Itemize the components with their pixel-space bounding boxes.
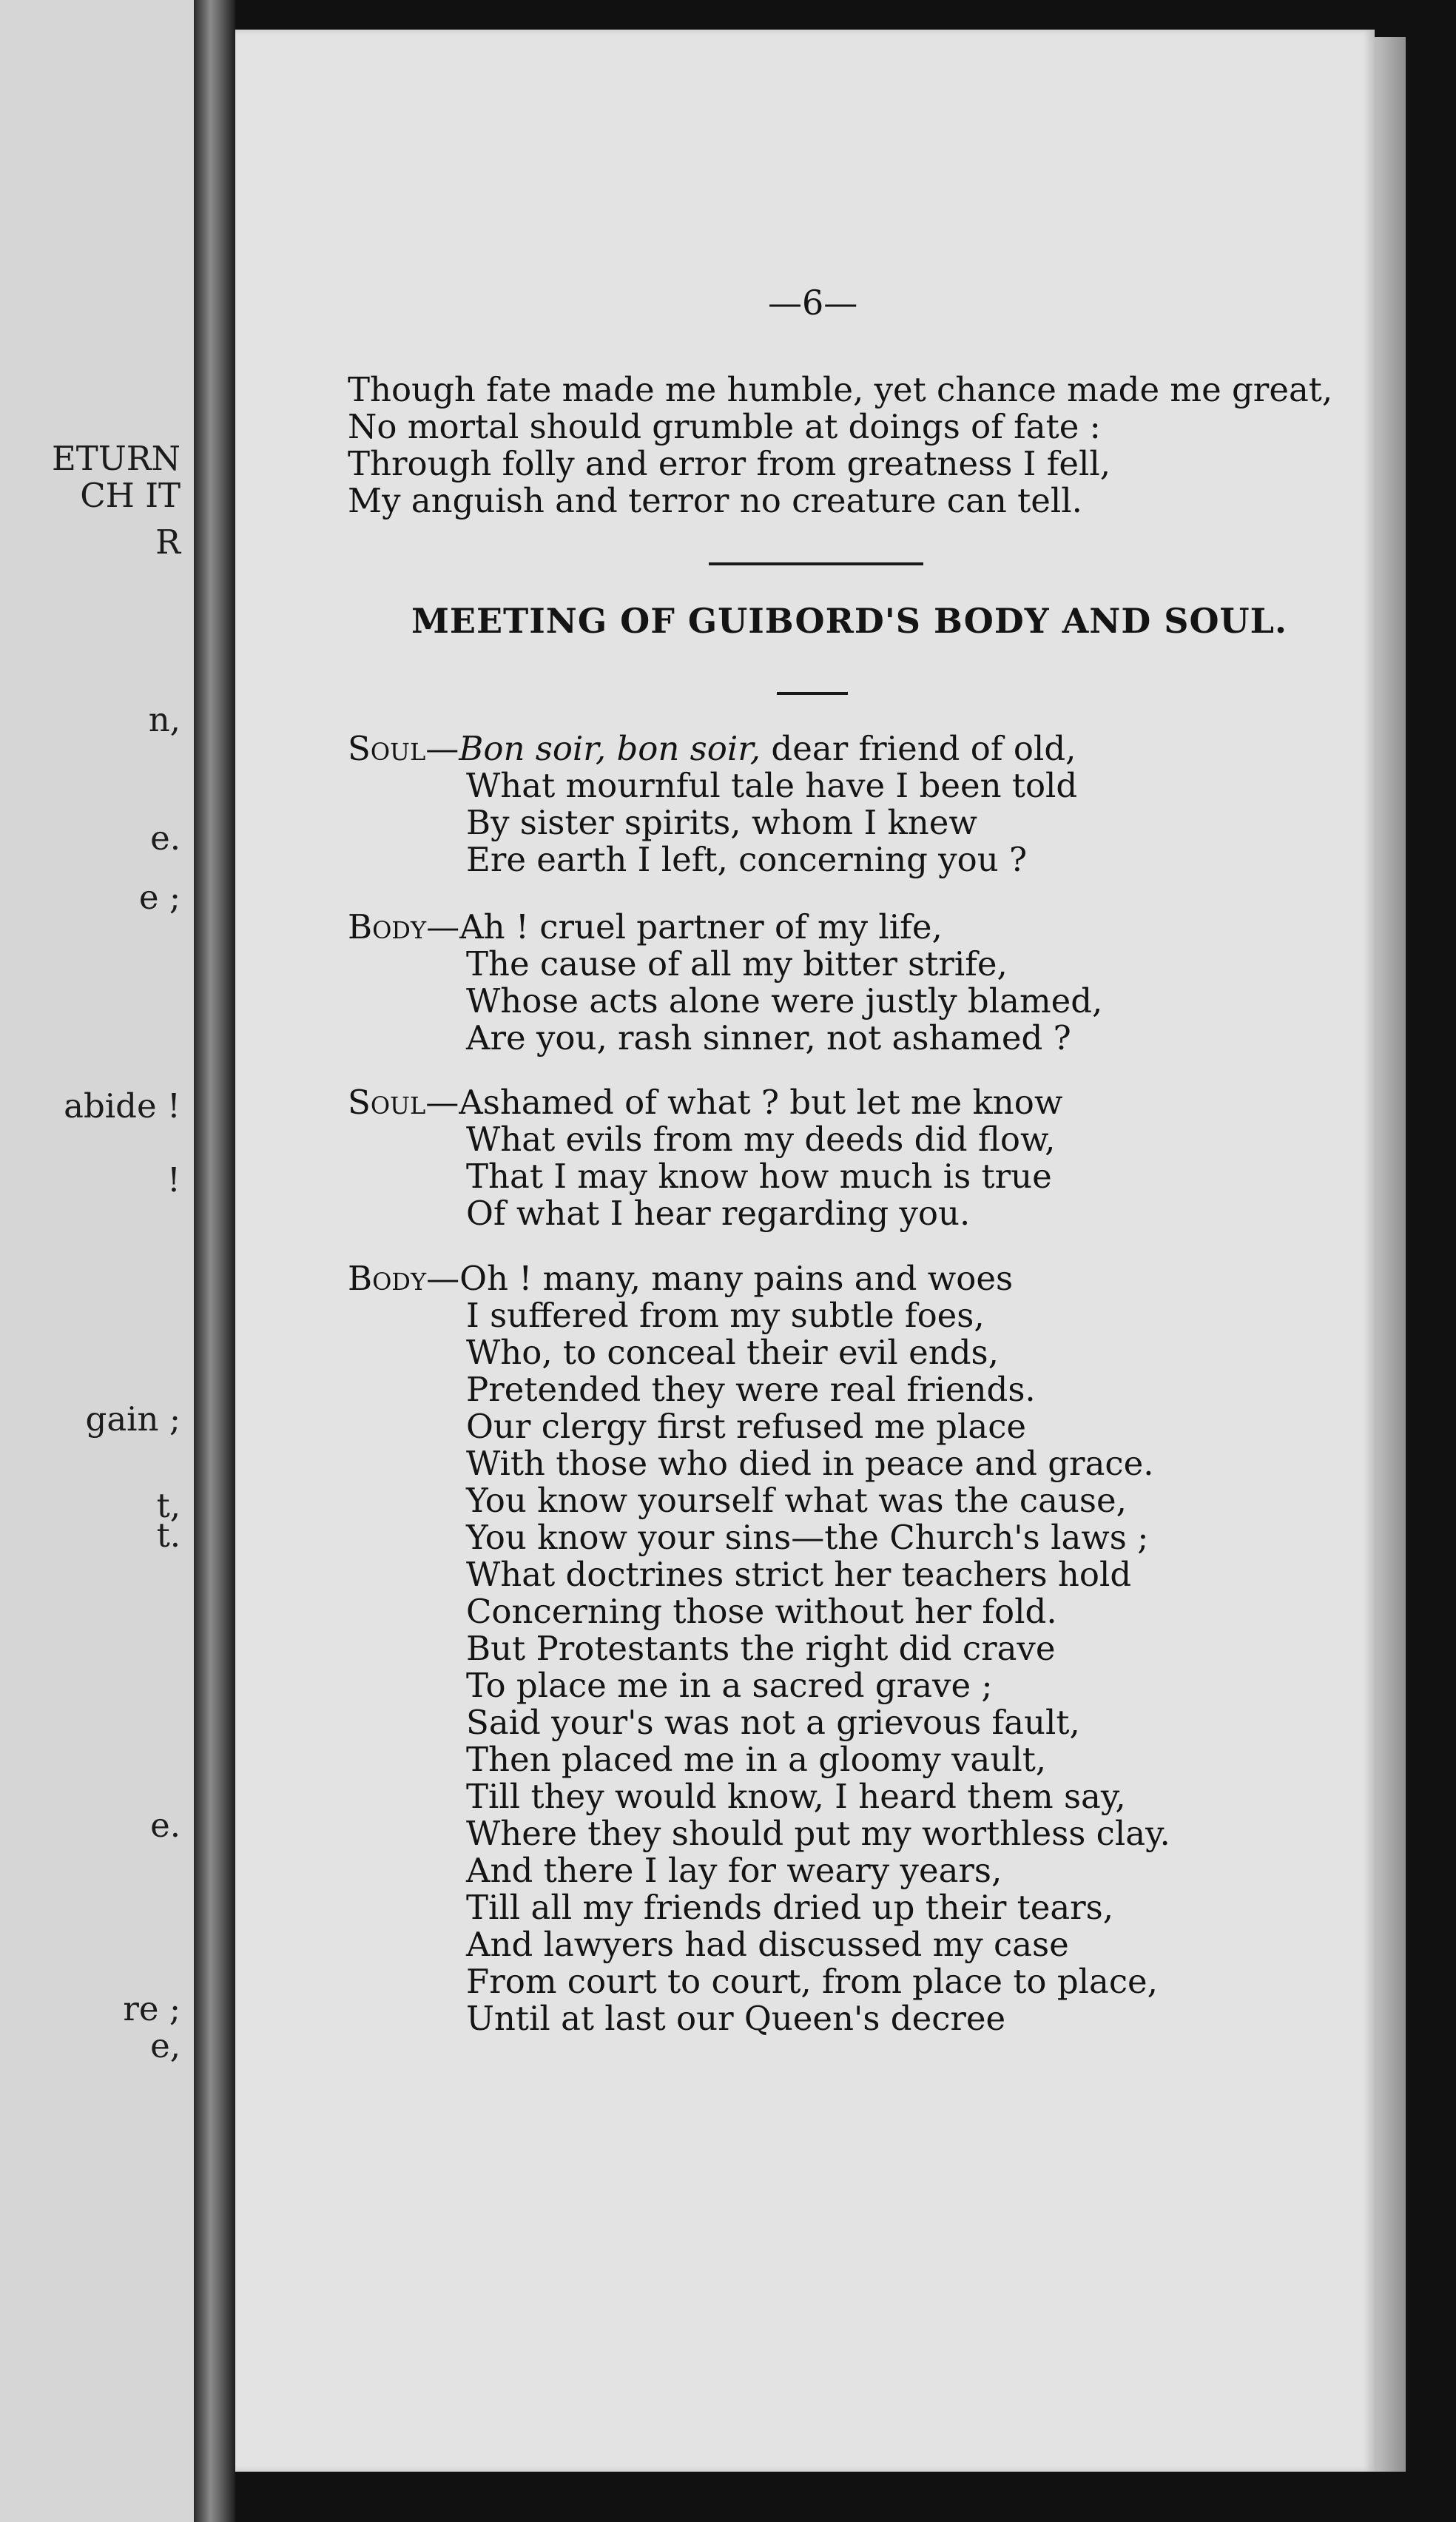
left-page-text-fragment: ! xyxy=(166,1160,181,1200)
first-line-text: Oh ! many, many pains and woes xyxy=(459,1259,1014,1298)
speaker-dash: — xyxy=(425,1083,459,1122)
left-page-text-fragment: t, xyxy=(156,1486,181,1525)
book-gutter xyxy=(194,0,235,2522)
dialogue-verse-line: And there I lay for weary years, xyxy=(466,1851,1002,1890)
poem-title: MEETING OF GUIBORD'S BODY AND SOUL. xyxy=(411,601,1287,641)
dialogue-verse-line: Are you, rash sinner, not ashamed ? xyxy=(466,1018,1071,1057)
dialogue-verse-line: To place me in a sacred grave ; xyxy=(466,1666,993,1705)
dialogue-verse-line: But Protestants the right did crave xyxy=(466,1629,1056,1668)
dialogue-verse-line: Concerning those without her fold. xyxy=(466,1592,1057,1631)
dialogue-verse-line: I suffered from my subtle foes, xyxy=(466,1296,985,1335)
speaker-dash: — xyxy=(425,729,459,768)
left-page-text-fragment: CH IT xyxy=(80,476,181,515)
intro-verse-line: Through folly and error from greatness I fell, xyxy=(348,444,1111,483)
left-page-text-fragment: e. xyxy=(150,818,181,858)
dialogue-verse-line: That I may know how much is true xyxy=(466,1157,1052,1196)
left-page-text-fragment: gain ; xyxy=(85,1399,181,1439)
dialogue-verse-line: You know yourself what was the cause, xyxy=(466,1481,1127,1520)
dialogue-verse-line: What evils from my deeds did flow, xyxy=(466,1120,1056,1159)
dialogue-verse-line: And lawyers had discussed my case xyxy=(466,1925,1069,1964)
dialogue-verse-line: Who, to conceal their evil ends, xyxy=(466,1333,999,1372)
section-rule xyxy=(709,562,923,565)
dialogue-verse-line: Our clergy first refused me place xyxy=(466,1407,1027,1446)
dialogue-verse-line: Until at last our Queen's decree xyxy=(466,1999,1006,2038)
left-page-text-fragment: t. xyxy=(156,1516,181,1555)
italic-greeting: Bon soir, bon soir, xyxy=(459,729,761,768)
dialogue-verse-line: By sister spirits, whom I knew xyxy=(466,803,977,842)
intro-verse-line: No mortal should grumble at doings of fate : xyxy=(348,407,1101,446)
dialogue-verse-line: What mournful tale have I been told xyxy=(466,766,1078,805)
speaker-label: Body xyxy=(348,907,427,946)
left-page-text-fragment: e, xyxy=(150,2026,181,2065)
dialogue-verse-line: You know your sins—the Church's laws ; xyxy=(466,1518,1149,1557)
left-page-text-fragment: e. xyxy=(150,1806,181,1845)
left-page-text-fragment: ETURN xyxy=(51,439,181,478)
intro-verse-line: My anguish and terror no creature can tell. xyxy=(348,481,1082,520)
speaker-label: Soul xyxy=(348,729,426,768)
dialogue-verse-line: Of what I hear regarding you. xyxy=(466,1194,971,1233)
first-line-text: Ashamed of what ? but let me know xyxy=(459,1083,1063,1122)
title-underline xyxy=(777,692,848,695)
left-page-text-fragment: abide ! xyxy=(64,1086,181,1126)
left-page-text-fragment: R xyxy=(155,522,181,562)
dialogue-verse-line: Ere earth I left, concerning you ? xyxy=(466,840,1028,879)
dialogue-verse-line: Whose acts alone were justly blamed, xyxy=(466,981,1103,1020)
dialogue-first-line xyxy=(348,909,943,946)
first-line-text: dear friend of old, xyxy=(761,729,1076,768)
speaker-label: Body xyxy=(348,1259,427,1298)
left-page-fragment xyxy=(0,0,194,2522)
dialogue-verse-line: From court to court, from place to place, xyxy=(466,1962,1158,2001)
dialogue-verse-line: The cause of all my bitter strife, xyxy=(466,944,1008,983)
intro-verse-line: Though fate made me humble, yet chance made me great, xyxy=(348,370,1333,409)
dialogue-first-line xyxy=(348,1084,1062,1121)
dialogue-verse-line: Till they would know, I heard them say, xyxy=(466,1777,1126,1816)
left-page-text-fragment: e ; xyxy=(138,878,181,917)
dialogue-verse-line: Said your's was not a grievous fault, xyxy=(466,1703,1080,1742)
dialogue-verse-line: Till all my friends dried up their tears, xyxy=(466,1888,1114,1927)
dialogue-verse-line: With those who died in peace and grace. xyxy=(466,1444,1154,1483)
dialogue-verse-line: Where they should put my worthless clay. xyxy=(466,1814,1170,1853)
dialogue-verse-line: Then placed me in a gloomy vault, xyxy=(466,1740,1047,1779)
speaker-dash: — xyxy=(426,907,460,946)
dialogue-verse-line: What doctrines strict her teachers hold xyxy=(466,1555,1132,1594)
speaker-dash: — xyxy=(426,1259,460,1298)
dialogue-first-line xyxy=(348,730,1076,767)
page-number: —6— xyxy=(768,283,858,323)
book-page xyxy=(235,30,1375,2472)
left-page-text-fragment: n, xyxy=(148,700,181,739)
speaker-label: Soul xyxy=(348,1083,426,1122)
first-line-text: Ah ! cruel partner of my life, xyxy=(459,907,943,946)
left-page-text-fragment: re ; xyxy=(123,1989,181,2028)
dialogue-verse-line: Pretended they were real friends. xyxy=(466,1370,1036,1409)
dialogue-first-line xyxy=(348,1260,1013,1297)
